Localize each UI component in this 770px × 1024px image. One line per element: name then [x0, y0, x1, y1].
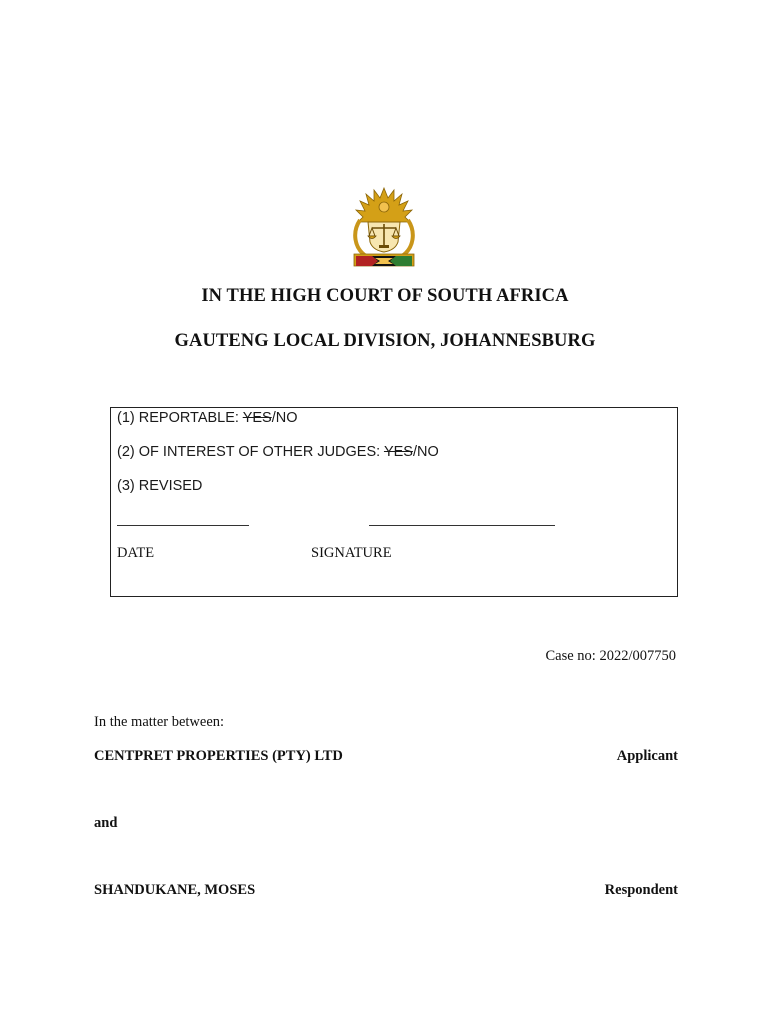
respondent-name: SHANDUKANE, MOSES — [94, 882, 256, 898]
signature-label: SIGNATURE — [311, 545, 392, 561]
reportability-box — [110, 407, 678, 597]
court-division: GAUTENG LOCAL DIVISION, JOHANNESBURG — [174, 331, 596, 351]
reportable-suffix: /NO — [271, 410, 298, 426]
interest-yes-struck: YES — [383, 444, 413, 460]
interest-suffix: /NO — [412, 444, 439, 460]
interest-line — [117, 444, 439, 460]
matter-between: In the matter between: — [94, 714, 225, 730]
reportable-prefix: (1) REPORTABLE: — [117, 410, 243, 426]
signature-underline — [369, 525, 555, 526]
interest-prefix: (2) OF INTEREST OF OTHER JUDGES: — [117, 444, 384, 460]
applicant-name: CENTPRET PROPERTIES (PTY) LTD — [94, 748, 343, 764]
respondent-role: Respondent — [604, 882, 678, 898]
date-underline — [117, 525, 249, 526]
court-title: IN THE HIGH COURT OF SOUTH AFRICA — [201, 286, 569, 306]
reportable-line — [117, 410, 298, 426]
date-label: DATE — [117, 545, 155, 561]
coat-of-arms-icon — [348, 186, 420, 268]
reportable-yes-struck: YES — [242, 410, 272, 426]
conjunction-and: and — [94, 815, 118, 831]
applicant-role: Applicant — [616, 748, 678, 764]
revised-line: (3) REVISED — [117, 478, 203, 494]
case-number: Case no: 2022/007750 — [545, 648, 676, 664]
